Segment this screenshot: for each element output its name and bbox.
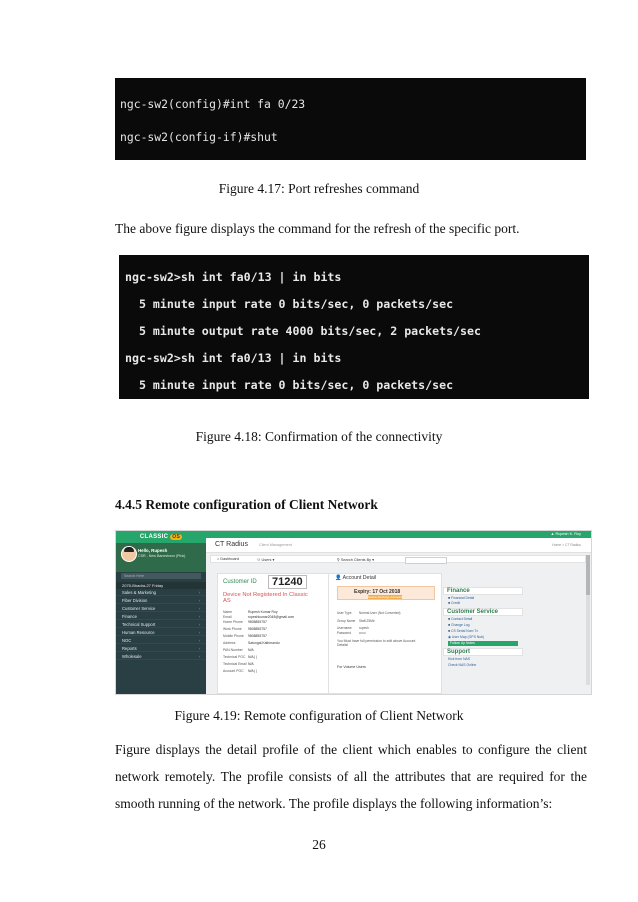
search-input[interactable] bbox=[405, 557, 447, 564]
terminal-line: ngc-sw2(config)#int fa 0/23 bbox=[120, 97, 306, 112]
customer-id-value: 71240 bbox=[268, 575, 307, 589]
side-actions-panel bbox=[443, 577, 583, 694]
user-role: CSR - New Baneshwor (Pink) bbox=[138, 554, 186, 558]
expiry-date: Expiry: 17 Oct 2018 bbox=[354, 589, 401, 595]
customer-field: Address Satungal,Kathmandu bbox=[223, 641, 280, 645]
account-detail-panel bbox=[328, 573, 442, 694]
scrollbar[interactable] bbox=[586, 555, 590, 685]
terminal-connectivity bbox=[119, 255, 589, 399]
paragraph-profile: Figure displays the detail profile of the client which enables to configure the client network remotely. The profile consists of all the attributes that are required for the smooth running of the network. The profile displays the following information’s: bbox=[115, 742, 587, 811]
chevron-right-icon: › bbox=[198, 622, 200, 627]
chevron-right-icon: › bbox=[198, 598, 200, 603]
user-profile bbox=[116, 543, 206, 572]
contact-detail-link[interactable]: ■ Contact Detail bbox=[448, 617, 473, 621]
users-dropdown[interactable]: ⚇ Users ▾ bbox=[257, 558, 275, 562]
customer-field: Email rupeshkumar2048@gmail.com bbox=[223, 615, 295, 619]
sidebar-item-finance[interactable]: Finance › bbox=[116, 613, 206, 620]
top-bar bbox=[206, 531, 591, 538]
radius-recharge-button[interactable]: Radius Recharge Activated bbox=[368, 595, 402, 599]
user-menu[interactable]: ▲ Rupesh K. Roy bbox=[550, 532, 581, 536]
brand-logo: CLASSIC OS bbox=[116, 531, 206, 543]
sidebar-item-noc[interactable]: NOC › bbox=[116, 637, 206, 644]
section-heading: 4.4.5 Remote configuration of Client Network bbox=[115, 497, 378, 512]
breadcrumb[interactable]: Home > CT Radius bbox=[552, 543, 581, 547]
figure-caption-4-18: Figure 4.18: Confirmation of the connectivity bbox=[195, 429, 443, 444]
terminal-port-refresh bbox=[115, 78, 586, 160]
account-field: User Type Normal User (Not Converted) bbox=[337, 611, 401, 615]
expiry-banner bbox=[337, 586, 435, 600]
chevron-right-icon: › bbox=[198, 606, 200, 611]
check-nas-online-link[interactable]: Check NAS Online bbox=[448, 663, 477, 667]
customer-service-heading: Customer Service bbox=[443, 608, 523, 616]
terminal-line: ngc-sw2>sh int fa0/13 | in bits bbox=[125, 350, 342, 365]
credit-link[interactable]: ■ Credit bbox=[448, 601, 461, 605]
finance-heading: Finance bbox=[443, 587, 523, 595]
customer-field: Account POC N/A | | bbox=[223, 669, 258, 673]
follow-up-notes-link[interactable]: Follow Up Notes bbox=[448, 641, 518, 646]
toolbar bbox=[210, 555, 586, 563]
terminal-line: 5 minute input rate 0 bits/sec, 0 packets/sec bbox=[125, 377, 454, 392]
customer-id-label: Customer ID bbox=[223, 579, 257, 585]
user-map-link[interactable]: ◉ User Map (GPS Nub) bbox=[448, 635, 485, 639]
page-title: CT Radius bbox=[215, 541, 248, 548]
paragraph-port-refresh: The above figure displays the command for the refresh of the specific port. bbox=[115, 221, 520, 236]
terminal-line: 5 minute input rate 0 bits/sec, 0 packets/sec bbox=[125, 296, 454, 311]
sidebar bbox=[116, 531, 206, 695]
kick-from-nas-link[interactable]: Kick from NAS bbox=[448, 657, 471, 661]
volume-users-label: For Volume Users bbox=[337, 665, 366, 669]
sidebar-item-wholesale[interactable]: Wholesale › bbox=[116, 653, 206, 660]
sidebar-item-customer-service[interactable]: Customer Service › bbox=[116, 605, 206, 612]
ct-radius-screenshot bbox=[115, 530, 592, 695]
chevron-right-icon: › bbox=[198, 614, 200, 619]
customer-field: Technical POC N/A | | bbox=[223, 655, 258, 659]
customer-field: Name Rupesh Kumar Roy bbox=[223, 610, 278, 614]
page-number: 26 bbox=[312, 837, 326, 852]
customer-field: PAN Number N/A bbox=[223, 648, 254, 652]
chevron-right-icon: › bbox=[198, 646, 200, 651]
account-field: Username rupesh bbox=[337, 626, 369, 630]
figure-caption-4-19: Figure 4.19: Remote configuration of Client Network bbox=[174, 708, 464, 723]
page-subtitle: Client Management bbox=[259, 543, 292, 547]
terminal-line: 5 minute output rate 4000 bits/sec, 2 packets/sec bbox=[125, 323, 481, 338]
customer-field: Mobile Phone 9808855757 bbox=[223, 634, 267, 638]
figure-caption-4-17: Figure 4.17: Port refreshes command bbox=[218, 181, 420, 196]
sidebar-item-human-resource[interactable]: Human Resource › bbox=[116, 629, 206, 636]
sidebar-search-input[interactable]: Search Here bbox=[121, 573, 201, 579]
terminal-line: ngc-sw2(config-if)#shut bbox=[120, 130, 278, 145]
search-clients-dropdown[interactable]: ⚲ Search Clients By ▾ bbox=[337, 558, 374, 562]
user-greeting: Hello, Rupesh bbox=[138, 548, 168, 553]
terminal-line: ngc-sw2>sh int fa0/13 | in bits bbox=[125, 269, 342, 284]
device-warning: Device Not Registered In Classic AS bbox=[223, 592, 308, 605]
account-field: Password •••••• bbox=[337, 631, 366, 635]
serial-num-link[interactable]: ■ CS Serial Num Tx bbox=[448, 629, 479, 633]
chevron-right-icon: › bbox=[198, 654, 200, 659]
customer-field: Home Phone 9808855757 bbox=[223, 620, 267, 624]
customer-field: Technical EmailN/A bbox=[223, 662, 254, 666]
support-heading: Support bbox=[443, 648, 523, 656]
avatar bbox=[121, 546, 137, 562]
permission-note: You Must have full permission to edit above Account Details! bbox=[337, 639, 416, 648]
sidebar-item-sales-marketing[interactable]: Sales & Marketing › bbox=[116, 589, 206, 596]
dashboard-button[interactable]: ⌂ Dashboard bbox=[217, 557, 239, 561]
sidebar-item-fiber-division[interactable]: Fiber Division › bbox=[116, 597, 206, 604]
chevron-right-icon: › bbox=[198, 630, 200, 635]
account-detail-heading: 👤 Account Detail bbox=[335, 575, 377, 581]
account-field: Group Name Staff-25Mb bbox=[337, 619, 375, 623]
chevron-right-icon: › bbox=[198, 638, 200, 643]
financial-detail-link[interactable]: ■ Financial Detail bbox=[448, 596, 475, 600]
page-header bbox=[206, 538, 591, 553]
sidebar-item-technical-support[interactable]: Technical Support › bbox=[116, 621, 206, 628]
sidebar-item-reports[interactable]: Reports › bbox=[116, 645, 206, 652]
chevron-right-icon: › bbox=[198, 590, 200, 595]
current-date: 2075-Bhadra-27 Friday bbox=[116, 582, 206, 589]
customer-field: Work Phone 9808855757 bbox=[223, 627, 267, 631]
change-log-link[interactable]: ■ Change Log bbox=[448, 623, 470, 627]
